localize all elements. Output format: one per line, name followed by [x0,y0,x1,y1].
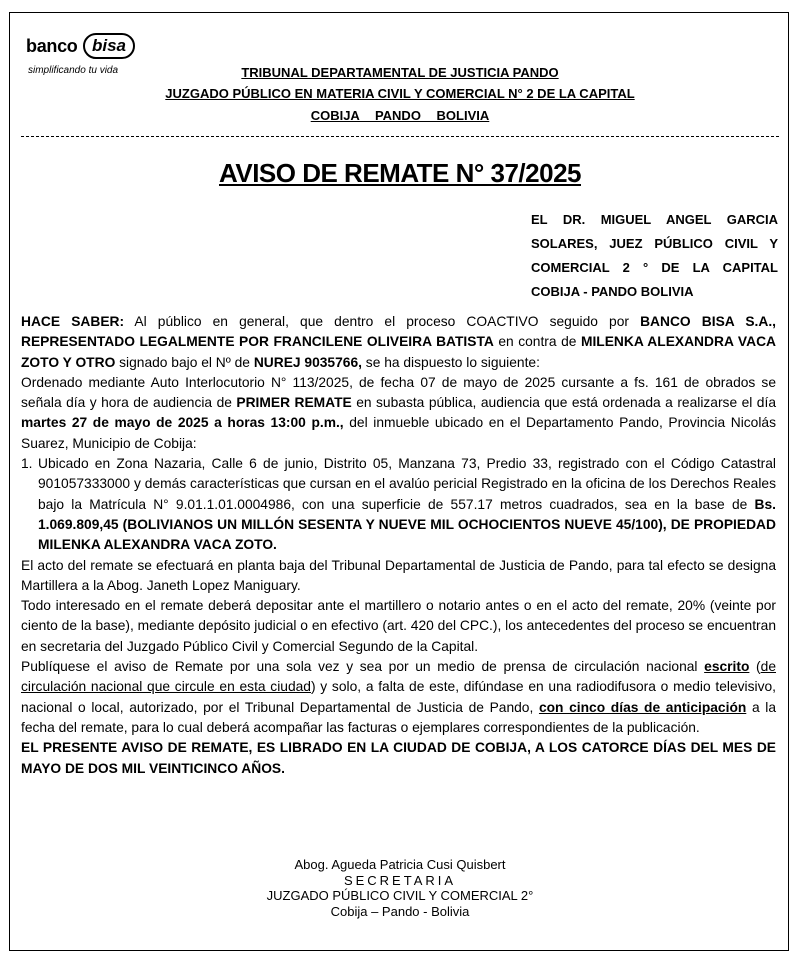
paragraph-publication [21,657,776,738]
text-span: en subasta pública, audiencia que está ordenada a realizarse el día [351,395,776,411]
court-division: JUZGADO PÚBLICO EN MATERIA CIVIL Y COMERCIAL N° 2 DE LA CAPITAL [165,86,635,101]
judge-statement: EL DR. MIGUEL ANGEL GARCIA SOLARES, JUEZ PÚBLICO CIVIL Y COMERCIAL 2 ° DE LA CAPITAL COBIJA - PANDO BOLIVIA [531,212,778,299]
text-span: a la fecha del remate, para lo cual deberá acompañar las facturas o ejemplares correspondientes de la publicación. [21,699,776,735]
paragraph-closing [21,738,776,779]
text-span: signado bajo el Nº de [115,354,254,370]
text-span: del inmueble ubicado en el Departamento Pando, Provincia Nicolás Suarez, Municipio de Cobija: [21,415,776,451]
defendant: MILENKA ALEXANDRA VACA ZOTO Y OTRO [21,334,776,370]
circulation-note: de circulación nacional que circule en esta ciudad [21,659,776,695]
plaintiff: BANCO BISA S.A., REPRESENTADO LEGALMENTE POR FRANCILENE OLIVEIRA BATISTA [21,314,776,350]
notice-title: AVISO DE REMATE N° 37/2025 [219,158,581,188]
text-span: ) y solo, a falta de este, difúndase en una radiodifusora o medio televisivo, nacional o local, autorizado, por el Tribunal Departamental de Justicia de Pando, [21,679,776,715]
hace-saber-label: HACE SABER: [21,314,125,329]
text-span: Publíquese el aviso de Remate por una sola vez y sea por un medio de prensa de circulación nacional [21,659,705,675]
text-span: Ordenado mediante Auto Interlocutorio N° 113/2025, de fecha 07 de mayo de 2025 cursante a fs. 161 de obrados se señala día y hora de audiencia de [21,374,776,411]
text-span: en contra de [493,334,581,350]
court-location: COBIJA PANDO BOLIVIA [310,108,490,123]
nurej-number: NUREJ 9035766, [253,354,362,370]
paragraph-deposit: Todo interesado en el remate deberá depositar ante el martillero o notario antes o en el acto del remate, 20% (veinte por ciento de la base), mediante depósito judicial o en efectivo (art. 420 del CPC.), los antecedentes del proceso se encuentran en secretaria del Juzgado Público Civil y Comercial Segundo de la Capital. [21,598,776,654]
logo-tagline: simplificando tu vida [28,65,119,76]
item-number: 1. [21,456,33,472]
auction-date: martes 27 de mayo de 2025 a horas 13:00 p.m., [21,415,344,431]
signatory-role: SECRETARIA [343,872,457,888]
logo-banco-text: banco [26,36,78,56]
property-description [38,454,776,555]
property-item [21,454,776,555]
signature-block [0,857,800,920]
notice-body [21,312,776,779]
auction-type: PRIMER REMATE [236,395,352,411]
closing-statement: EL PRESENTE AVISO DE REMATE, ES LIBRADO EN LA CIUDAD DE COBIJA, A LOS CATORCE DÍAS DEL MES DE MAYO DE DOS MIL VEINTICINCO AÑOS. [21,740,776,776]
signatory-court: JUZGADO PÚBLICO CIVIL Y COMERCIAL 2° [266,888,534,904]
court-name: TRIBUNAL DEPARTAMENTAL DE JUSTICIA PANDO [241,65,559,80]
dashed-divider [21,136,779,137]
paragraph-hace-saber [21,312,776,373]
text-span: se ha dispuesto lo siguiente: [361,354,540,370]
signatory-name: Abog. Agueda Patricia Cusi Quisbert [294,857,506,872]
text-span: Al público en general, que dentro el proceso COACTIVO seguido por [124,314,641,329]
signatory-place: Cobija – Pando - Bolivia [330,904,470,920]
text-span: ( [749,659,761,675]
anticipation-term: con cinco días de anticipación [538,699,747,715]
escrito-term: escrito [704,659,750,675]
base-price: Bs. 1.069.809,45 (BOLIVIANOS UN MILLÓN SESENTA Y NUEVE MIL OCHOCIENTOS NUEVE 45/100), DE PROPIEDAD MILENKA ALEXANDRA VACA ZOTO. [38,496,776,553]
paragraph-location: El acto del remate se efectuará en planta baja del Tribunal Departamental de Justicia de Pando, para tal efecto se designa Martillera a la Abog. Janeth Lopez Maniguary. [21,557,776,593]
paragraph-order [21,373,776,454]
text-span: Ubicado en Zona Nazaria, Calle 6 de junio, Distrito 05, Manzana 73, Predio 33, registrado con el Código Catastral 901057333000 y demás características que cursan en el avalúo pericial Registrado en la oficina de los Derechos Reales bajo la Matrícula N° 9.01.1.01.0004986, con una superficie de 557.17 metros cuadrados, sea en la base de [38,456,776,512]
logo-bisa-badge: bisa [83,33,135,59]
